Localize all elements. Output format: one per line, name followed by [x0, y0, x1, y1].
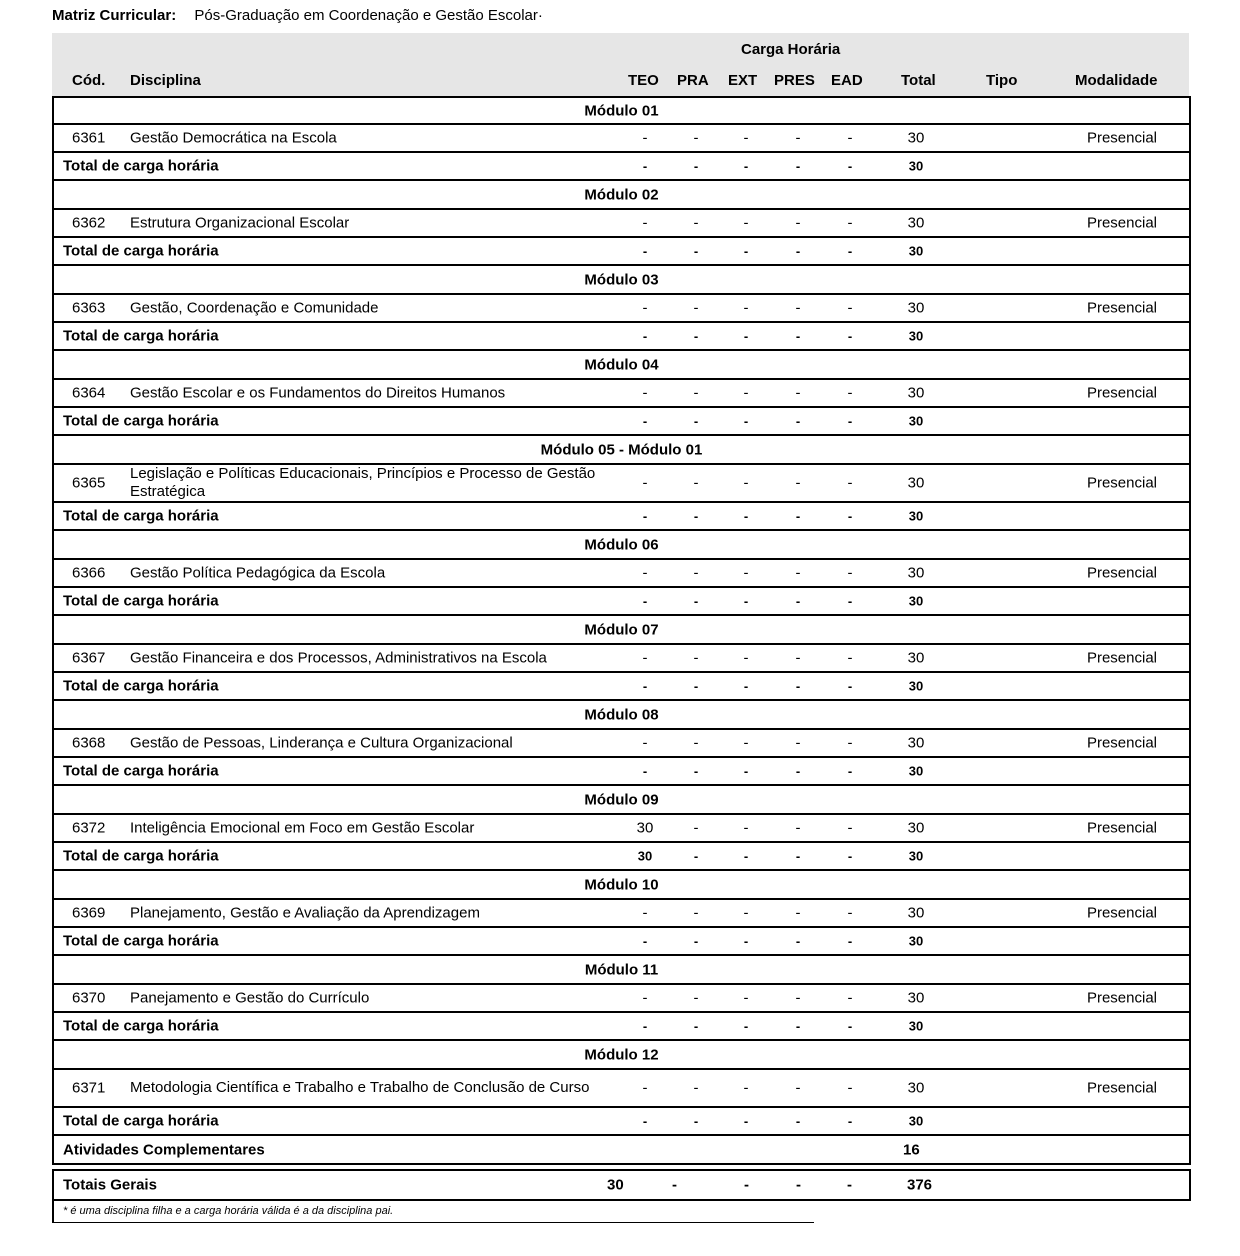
discipline-pra: -: [693, 1079, 699, 1097]
discipline-modalidade: Presencial: [1086, 214, 1158, 232]
total-total: 30: [908, 1018, 924, 1034]
total-teo: -: [642, 933, 648, 949]
discipline-ext: -: [743, 384, 749, 402]
discipline-pres: -: [795, 474, 801, 492]
module-header-row: [54, 96, 1189, 125]
atividades-row: [54, 1136, 1189, 1165]
discipline-name: Legislação e Políticas Educacionais, Princípios e Processo de Gestão Estratégica: [130, 465, 596, 500]
module-header-row: [54, 871, 1189, 900]
discipline-modalidade: Presencial: [1086, 564, 1158, 582]
col-total: Total: [901, 72, 936, 89]
module-header-row: [54, 701, 1189, 730]
module-total-row: [54, 1013, 1189, 1041]
module-header-row: [54, 181, 1189, 210]
discipline-row: [54, 295, 1189, 323]
discipline-pra: -: [693, 129, 699, 147]
module-title: Módulo 10: [584, 876, 659, 893]
discipline-modalidade: Presencial: [1086, 904, 1158, 922]
module-total-row: [54, 323, 1189, 351]
col-pra: PRA: [677, 72, 709, 89]
table-header: [52, 33, 1189, 96]
discipline-total: 30: [907, 819, 925, 837]
total-pres: -: [795, 848, 801, 864]
col-modalidade: Modalidade: [1075, 72, 1158, 89]
total-teo: -: [642, 1018, 648, 1034]
discipline-pres: -: [795, 299, 801, 317]
module-total-row: [54, 408, 1189, 436]
discipline-code: 6372: [72, 819, 106, 837]
discipline-ead: -: [847, 1079, 853, 1097]
totais-gerais-pra: -: [672, 1176, 677, 1194]
discipline-modalidade: Presencial: [1086, 734, 1158, 752]
total-pra: -: [693, 508, 699, 524]
total-teo: -: [642, 328, 648, 344]
total-teo: 30: [637, 848, 653, 864]
discipline-teo: -: [642, 989, 648, 1007]
discipline-total: 30: [907, 384, 925, 402]
total-ead: -: [847, 1113, 853, 1129]
total-total: 30: [908, 933, 924, 949]
total-ext: -: [743, 243, 749, 259]
totais-gerais-ead: -: [847, 1176, 852, 1194]
discipline-code: 6362: [72, 214, 106, 232]
total-pra: -: [693, 158, 699, 174]
total-ead: -: [847, 848, 853, 864]
discipline-code: 6369: [72, 904, 106, 922]
module-header-row: [54, 786, 1189, 815]
discipline-name: Gestão Escolar e os Fundamentos do Direitos Humanos: [130, 384, 506, 402]
discipline-row: [54, 985, 1189, 1013]
discipline-teo: -: [642, 474, 648, 492]
discipline-pres: -: [795, 384, 801, 402]
total-ead: -: [847, 933, 853, 949]
discipline-row: [54, 560, 1189, 588]
col-teo: TEO: [628, 72, 659, 89]
discipline-code: 6365: [72, 474, 106, 492]
discipline-pra: -: [693, 819, 699, 837]
discipline-ead: -: [847, 649, 853, 667]
discipline-ext: -: [743, 299, 749, 317]
total-pres: -: [795, 763, 801, 779]
module-header-row: [54, 1041, 1189, 1070]
totais-gerais-ext: -: [744, 1176, 749, 1194]
total-teo: -: [642, 678, 648, 694]
discipline-code: 6370: [72, 989, 106, 1007]
col-cod: Cód.: [72, 72, 106, 89]
total-label: Total de carga horária: [63, 847, 219, 865]
discipline-pra: -: [693, 904, 699, 922]
discipline-pra: -: [693, 564, 699, 582]
col-pres: PRES: [774, 72, 815, 89]
discipline-ead: -: [847, 384, 853, 402]
discipline-ext: -: [743, 734, 749, 752]
module-title: Módulo 07: [584, 621, 659, 638]
discipline-name: Estrutura Organizacional Escolar: [130, 214, 350, 232]
discipline-modalidade: Presencial: [1086, 384, 1158, 402]
discipline-modalidade: Presencial: [1086, 129, 1158, 147]
total-total: 30: [908, 328, 924, 344]
discipline-teo: -: [642, 1079, 648, 1097]
discipline-pra: -: [693, 214, 699, 232]
discipline-ext: -: [743, 564, 749, 582]
col-disciplina: Disciplina: [130, 72, 201, 89]
module-header-row: [54, 436, 1189, 465]
module-header-row: [54, 351, 1189, 380]
discipline-total: 30: [907, 214, 925, 232]
discipline-pres: -: [795, 734, 801, 752]
discipline-pres: -: [795, 649, 801, 667]
total-label: Total de carga horária: [63, 932, 219, 950]
col-tipo: Tipo: [986, 72, 1018, 89]
carga-horaria-header: Carga Horária: [741, 41, 841, 58]
discipline-ext: -: [743, 904, 749, 922]
total-label: Total de carga horária: [63, 677, 219, 695]
discipline-row: [54, 125, 1189, 153]
discipline-row: [54, 380, 1189, 408]
discipline-modalidade: Presencial: [1086, 649, 1158, 667]
curriculum-table: [52, 96, 1191, 1165]
discipline-name: Planejamento, Gestão e Avaliação da Aprendizagem: [130, 904, 480, 922]
total-label: Total de carga horária: [63, 592, 219, 610]
total-pra: -: [693, 1113, 699, 1129]
discipline-pres: -: [795, 904, 801, 922]
total-total: 30: [908, 1113, 924, 1129]
discipline-modalidade: Presencial: [1086, 819, 1158, 837]
totais-gerais-row: [52, 1169, 1191, 1201]
total-label: Total de carga horária: [63, 1017, 219, 1035]
total-pra: -: [693, 593, 699, 609]
total-teo: -: [642, 508, 648, 524]
module-title: Módulo 02: [584, 186, 659, 203]
discipline-code: 6361: [72, 129, 106, 147]
total-pra: -: [693, 243, 699, 259]
discipline-code: 6367: [72, 649, 106, 667]
total-ext: -: [743, 508, 749, 524]
page-title: [52, 6, 543, 26]
total-total: 30: [908, 243, 924, 259]
discipline-modalidade: Presencial: [1086, 989, 1158, 1007]
discipline-pra: -: [693, 649, 699, 667]
module-title: Módulo 09: [584, 791, 659, 808]
discipline-teo: -: [642, 904, 648, 922]
total-teo: -: [642, 158, 648, 174]
discipline-name: Gestão, Coordenação e Comunidade: [130, 299, 379, 317]
module-title: Módulo 08: [584, 706, 659, 723]
total-pra: -: [693, 848, 699, 864]
discipline-teo: -: [642, 649, 648, 667]
total-total: 30: [908, 848, 924, 864]
course-name: Pós-Graduação em Coordenação e Gestão Escolar·: [194, 7, 543, 24]
total-teo: -: [642, 243, 648, 259]
discipline-pres: -: [795, 1079, 801, 1097]
discipline-ext: -: [743, 129, 749, 147]
module-title: Módulo 06: [584, 536, 659, 553]
discipline-name: Gestão Democrática na Escola: [130, 129, 337, 147]
total-pres: -: [795, 1113, 801, 1129]
total-ext: -: [743, 413, 749, 429]
col-ext: EXT: [728, 72, 758, 89]
total-label: Total de carga horária: [63, 507, 219, 525]
total-teo: -: [642, 763, 648, 779]
total-ead: -: [847, 413, 853, 429]
discipline-ext: -: [743, 474, 749, 492]
discipline-ead: -: [847, 214, 853, 232]
module-title: Módulo 12: [584, 1046, 659, 1063]
discipline-pra: -: [693, 474, 699, 492]
total-ead: -: [847, 763, 853, 779]
total-ead: -: [847, 243, 853, 259]
total-pra: -: [693, 1018, 699, 1034]
discipline-name: Gestão Política Pedagógica da Escola: [130, 564, 386, 582]
discipline-row: [54, 645, 1189, 673]
discipline-pres: -: [795, 819, 801, 837]
total-ext: -: [743, 158, 749, 174]
atividades-total: 16: [903, 1141, 920, 1158]
total-pres: -: [795, 1018, 801, 1034]
totais-gerais-total: 376: [907, 1176, 933, 1194]
total-label: Total de carga horária: [63, 762, 219, 780]
total-ext: -: [743, 848, 749, 864]
module-total-row: [54, 1108, 1189, 1136]
total-ext: -: [743, 593, 749, 609]
totais-gerais-pres: -: [796, 1176, 801, 1194]
discipline-total: 30: [907, 299, 925, 317]
module-header-row: [54, 266, 1189, 295]
total-ext: -: [743, 763, 749, 779]
discipline-name: Metodologia Científica e Trabalho e Trabalho de Conclusão de Curso: [130, 1079, 590, 1096]
discipline-pra: -: [693, 384, 699, 402]
discipline-name: Inteligência Emocional em Foco em Gestão Escolar: [130, 819, 475, 837]
discipline-modalidade: Presencial: [1086, 474, 1158, 492]
discipline-code: 6368: [72, 734, 106, 752]
discipline-pra: -: [693, 734, 699, 752]
discipline-ead: -: [847, 564, 853, 582]
total-total: 30: [908, 763, 924, 779]
discipline-total: 30: [907, 734, 925, 752]
discipline-ext: -: [743, 649, 749, 667]
total-ead: -: [847, 158, 853, 174]
discipline-ead: -: [847, 734, 853, 752]
total-pres: -: [795, 158, 801, 174]
totais-gerais-teo: 30: [607, 1176, 624, 1194]
module-title: Módulo 03: [584, 271, 659, 288]
total-pres: -: [795, 243, 801, 259]
discipline-teo: -: [642, 299, 648, 317]
total-pres: -: [795, 933, 801, 949]
module-title: Módulo 01: [584, 102, 659, 119]
total-pra: -: [693, 328, 699, 344]
discipline-pra: -: [693, 299, 699, 317]
col-ead: EAD: [831, 72, 863, 89]
total-total: 30: [908, 593, 924, 609]
total-total: 30: [908, 413, 924, 429]
module-header-row: [54, 956, 1189, 985]
discipline-code: 6363: [72, 299, 106, 317]
total-label: Total de carga horária: [63, 242, 219, 260]
module-total-row: [54, 503, 1189, 531]
total-teo: -: [642, 1113, 648, 1129]
discipline-ead: -: [847, 129, 853, 147]
total-total: 30: [908, 158, 924, 174]
discipline-code: 6371: [72, 1079, 106, 1097]
discipline-total: 30: [907, 474, 925, 492]
module-total-row: [54, 673, 1189, 701]
module-total-row: [54, 843, 1189, 871]
title-label: Matriz Curricular:: [52, 7, 177, 24]
discipline-total: 30: [907, 564, 925, 582]
total-teo: -: [642, 413, 648, 429]
discipline-row: [54, 815, 1189, 843]
total-pres: -: [795, 328, 801, 344]
module-total-row: [54, 928, 1189, 956]
discipline-name: Gestão Financeira e dos Processos, Administrativos na Escola: [130, 649, 547, 667]
discipline-teo: -: [642, 214, 648, 232]
total-label: Total de carga horária: [63, 157, 219, 175]
discipline-code: 6364: [72, 384, 106, 402]
total-label: Total de carga horária: [63, 327, 219, 345]
module-header-row: [54, 616, 1189, 645]
discipline-ead: -: [847, 819, 853, 837]
total-ext: -: [743, 933, 749, 949]
total-ext: -: [743, 1018, 749, 1034]
module-total-row: [54, 153, 1189, 181]
discipline-ead: -: [847, 989, 853, 1007]
total-ead: -: [847, 593, 853, 609]
discipline-total: 30: [907, 649, 925, 667]
totais-gerais-label: Totais Gerais: [63, 1176, 157, 1194]
total-pra: -: [693, 413, 699, 429]
total-ext: -: [743, 328, 749, 344]
total-pra: -: [693, 678, 699, 694]
discipline-code: 6366: [72, 564, 106, 582]
discipline-ext: -: [743, 214, 749, 232]
discipline-total: 30: [907, 1079, 925, 1097]
total-ead: -: [847, 1018, 853, 1034]
discipline-teo: -: [642, 564, 648, 582]
total-teo: -: [642, 593, 648, 609]
module-total-row: [54, 238, 1189, 266]
discipline-pres: -: [795, 129, 801, 147]
discipline-pres: -: [795, 989, 801, 1007]
discipline-total: 30: [907, 989, 925, 1007]
discipline-name: Panejamento e Gestão do Currículo: [130, 989, 370, 1007]
module-total-row: [54, 758, 1189, 786]
discipline-teo: 30: [636, 819, 654, 837]
total-ext: -: [743, 1113, 749, 1129]
discipline-row: [54, 1070, 1189, 1108]
discipline-teo: -: [642, 384, 648, 402]
total-pra: -: [693, 763, 699, 779]
module-header-row: [54, 531, 1189, 560]
discipline-row: [54, 730, 1189, 758]
discipline-modalidade: Presencial: [1086, 299, 1158, 317]
module-title: Módulo 04: [584, 356, 659, 373]
total-ext: -: [743, 678, 749, 694]
discipline-row: [54, 900, 1189, 928]
discipline-ext: -: [743, 989, 749, 1007]
discipline-total: 30: [907, 904, 925, 922]
discipline-teo: -: [642, 734, 648, 752]
total-pres: -: [795, 413, 801, 429]
total-ead: -: [847, 678, 853, 694]
discipline-ead: -: [847, 474, 853, 492]
discipline-teo: -: [642, 129, 648, 147]
discipline-ext: -: [743, 1079, 749, 1097]
discipline-row: [54, 210, 1189, 238]
module-title: Módulo 05 - Módulo 01: [540, 441, 703, 458]
discipline-modalidade: Presencial: [1086, 1079, 1158, 1097]
discipline-ead: -: [847, 904, 853, 922]
total-pres: -: [795, 508, 801, 524]
total-total: 30: [908, 508, 924, 524]
module-title: Módulo 11: [584, 961, 659, 978]
total-ead: -: [847, 328, 853, 344]
module-total-row: [54, 588, 1189, 616]
total-pres: -: [795, 593, 801, 609]
discipline-row: [54, 465, 1189, 503]
atividades-label: Atividades Complementares: [63, 1141, 265, 1158]
total-label: Total de carga horária: [63, 1112, 219, 1130]
discipline-ead: -: [847, 299, 853, 317]
discipline-ext: -: [743, 819, 749, 837]
discipline-name: Gestão de Pessoas, Linderança e Cultura Organizacional: [130, 734, 513, 752]
discipline-pres: -: [795, 214, 801, 232]
discipline-pres: -: [795, 564, 801, 582]
footnote: * é uma disciplina filha e a carga horária válida é a da disciplina pai.: [52, 1199, 814, 1223]
total-pra: -: [693, 933, 699, 949]
total-total: 30: [908, 678, 924, 694]
total-label: Total de carga horária: [63, 412, 219, 430]
total-pres: -: [795, 678, 801, 694]
total-ead: -: [847, 508, 853, 524]
discipline-pra: -: [693, 989, 699, 1007]
discipline-total: 30: [907, 129, 925, 147]
